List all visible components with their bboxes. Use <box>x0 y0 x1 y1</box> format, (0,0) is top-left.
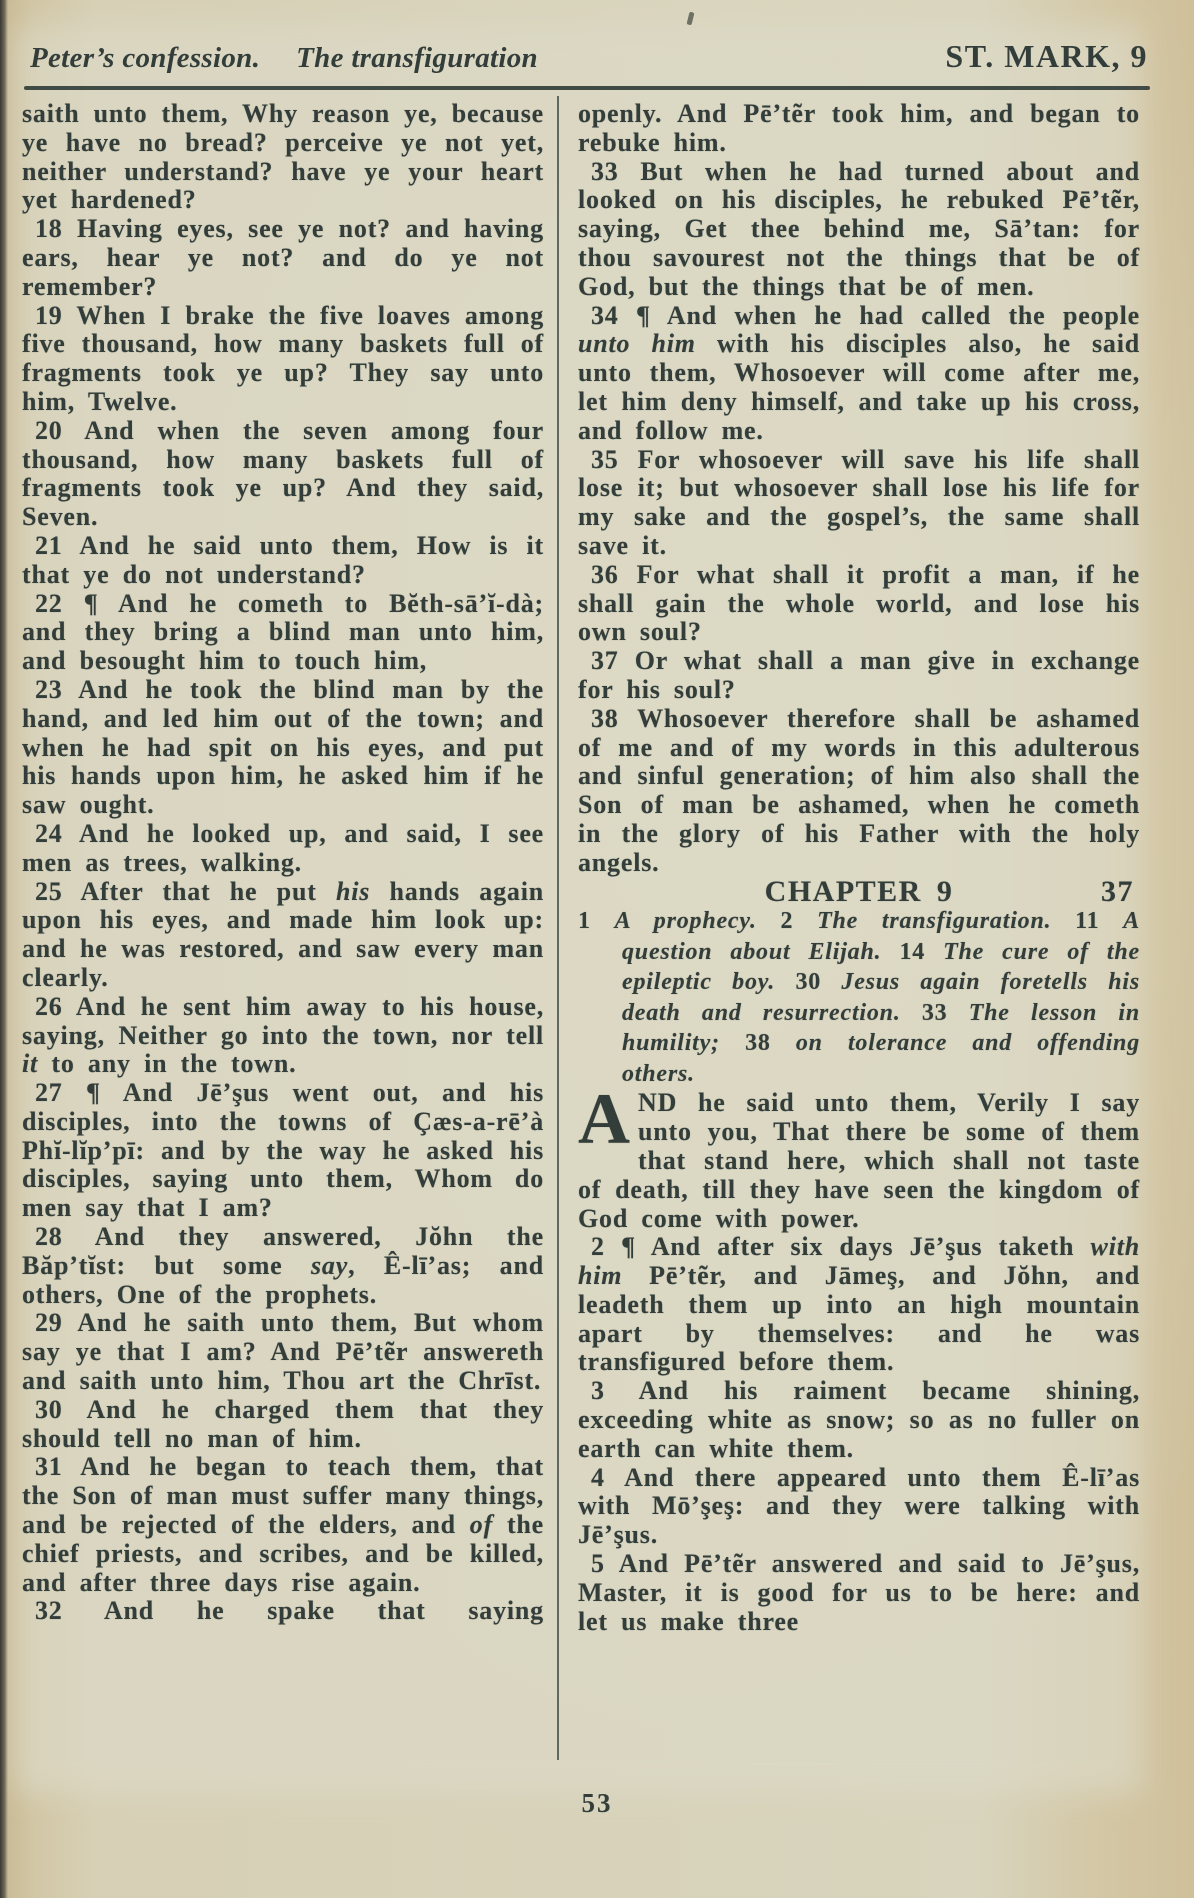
body-text: 21 And he said unto them, How is it that ye do not understand? <box>22 530 544 589</box>
verse-paragraph <box>22 993 544 1079</box>
italic-text: of <box>469 1510 494 1540</box>
chapter-title: CHAPTER 9 <box>764 874 954 908</box>
body-text: 31 And he began to teach them, that the Son of man must suffer many things, and be rejected of the elders, and <box>22 1452 544 1540</box>
italic-text: his <box>335 876 371 906</box>
body-text: ND he said unto them, Verily I say unto you, That there be some of them that stand here, which shall not taste of death, till they have seen the kingdom of God come with power. <box>578 1088 1140 1233</box>
running-head <box>30 38 1148 75</box>
body-text: Pē’tẽr, and Jāmeş, and Jŏhn, and leadeth them up into an high mountain apart by themselves: and he was transfigured before them. <box>578 1261 1140 1377</box>
verse-paragraph <box>578 1550 1140 1636</box>
verse-paragraph <box>578 647 1140 705</box>
body-text: 38 <box>745 1030 796 1057</box>
running-head-caption-mid: The transfiguration <box>296 42 538 74</box>
verse-paragraph <box>22 878 544 993</box>
body-text: 14 <box>899 938 944 965</box>
body-text: 3 And his raiment became shining, exceeding white as snow; so as no fuller on earth can white them. <box>578 1376 1140 1463</box>
verse-paragraph <box>578 705 1140 878</box>
verse-paragraph <box>22 1079 544 1223</box>
chapter-summary <box>578 906 1140 1089</box>
column-left <box>22 100 544 1636</box>
body-text: 37 Or what shall a man give in exchange for his soul? <box>578 646 1140 704</box>
body-text: 28 And they answered, Jŏhn the Băp’tĭst: but some <box>22 1222 544 1280</box>
verse-paragraph <box>22 590 544 676</box>
body-text: 30 <box>795 969 842 996</box>
verse-paragraph <box>578 1464 1140 1550</box>
body-text: hands again upon his eyes, and made him look up: and he was restored, and saw every man clearly. <box>22 876 544 992</box>
verse-paragraph <box>578 1377 1140 1463</box>
body-text: 19 When I brake the five loaves among five thousand, how many baskets full of fragments took ye up? They say unto him, Twelve. <box>22 300 544 416</box>
dropcap-paragraph <box>578 1079 1140 1233</box>
body-text: 29 And he saith unto them, But whom say ye that I am? And Pē’tẽr answereth and saith unto him, Thou art the Chrīst. <box>22 1308 544 1396</box>
chapter-ref-number: 37 <box>1101 874 1134 908</box>
verse-paragraph <box>22 820 544 878</box>
body-text: 2 <box>780 908 818 935</box>
body-text: 24 And he looked up, and said, I see men as trees, walking. <box>22 818 544 877</box>
italic-text: on tolerance and offending others. <box>622 1030 1141 1087</box>
page-number: 53 <box>581 1788 613 1818</box>
body-text: 30 And he charged them that they should tell no man of him. <box>22 1394 544 1453</box>
italic-text: The cure of the epileptic boy. <box>622 938 1141 996</box>
verse-paragraph <box>22 1396 544 1454</box>
italic-text: A question about Elijah. <box>622 908 1141 965</box>
body-text: 34 ¶ And when he had called the people <box>591 300 1140 330</box>
verse-paragraph <box>22 215 544 301</box>
body-text: 32 And he spake that saying <box>35 1596 544 1626</box>
body-text: to any in the town. <box>38 1049 297 1079</box>
continuation-paragraph <box>22 100 544 215</box>
body-text: 33 But when he had turned about and looked on his disciples, he rebuked Pē’tẽr, saying, Get thee behind me, Sā’tan: for thou savourest not the things that be of God, but the things that be of men. <box>578 156 1140 301</box>
body-text: 2 ¶ And after six days Jē’şus taketh <box>591 1232 1091 1262</box>
body-text: 27 ¶ And Jē’şus went out, and his disciples, into the towns of Çæs-a-rē’à Phĭ-lĭp’pī: and by the way he asked his disciples, saying unto them, Whom do men say that I am? <box>22 1078 544 1223</box>
text-columns <box>22 100 1140 1636</box>
italic-text: A prophecy. <box>614 908 781 935</box>
drop-cap: A <box>578 1079 630 1160</box>
verse-paragraph <box>22 1597 544 1626</box>
verse-paragraph <box>22 1223 544 1309</box>
body-text: openly. And Pē’tẽr took him, and began to rebuke him. <box>578 99 1140 157</box>
body-text: the chief priests, and scribes, and be killed, and after three days rise again. <box>22 1510 545 1597</box>
column-right <box>578 100 1140 1636</box>
verse-paragraph <box>578 446 1140 561</box>
body-text: 33 <box>921 999 969 1026</box>
body-text: 11 <box>1075 908 1124 935</box>
body-text: 20 And when the seven among four thousand, how many baskets full of fragments took ye up? And they said, Seven. <box>22 415 544 532</box>
italic-text: Jesus again foretells his death and resurrection. <box>622 969 1141 1026</box>
italic-text: unto him <box>578 329 696 359</box>
verse-paragraph <box>578 1233 1140 1377</box>
body-text: 26 And he sent him away to his house, saying, Neither go into the town, nor tell <box>22 991 544 1050</box>
verse-paragraph <box>22 417 544 532</box>
verse-paragraph <box>22 676 544 820</box>
italic-text: say <box>311 1250 349 1280</box>
body-text: saith unto them, Why reason ye, because ye have no bread? perceive ye not yet, neither understand? have ye your heart yet hardened? <box>22 99 544 215</box>
body-text: 36 For what shall it profit a man, if he shall gain the whole world, and lose his own soul? <box>578 559 1140 647</box>
verse-paragraph <box>22 1309 544 1395</box>
body-text: 38 Whosoever therefore shall be ashamed of me and of my words in this adulterous and sinful generation; of him also shall the Son of man be ashamed, when he cometh in the glory of his Father with the holy angels. <box>578 703 1140 877</box>
verse-paragraph <box>22 532 544 590</box>
verse-paragraph <box>22 302 544 417</box>
running-head-book-chapter: ST. MARK, 9 <box>945 38 1148 74</box>
body-text: 23 And he took the blind man by the hand, and led him out of the town; and when he had spit on his eyes, and put his hands upon him, he asked him if he saw ought. <box>22 674 544 820</box>
verse-paragraph <box>578 158 1140 302</box>
verse-paragraph <box>22 1453 544 1597</box>
body-text: 18 Having eyes, see ye not? and having ears, hear ye not? and do ye not remember? <box>22 214 544 301</box>
binding-shadow <box>0 0 8 1898</box>
running-head-caption-left: Peter’s confession. <box>30 42 261 74</box>
body-text: , Ê-lī’as; and others, One of the prophets. <box>22 1250 544 1309</box>
italic-text: it <box>22 1049 39 1079</box>
chapter-heading <box>578 874 1140 908</box>
body-text: 5 And Pē’tẽr answered and said to Jē’şus, Master, it is good for us to be here: and let us make three <box>578 1549 1140 1636</box>
header-rule <box>24 86 1150 90</box>
body-text: 35 For whosoever will save his life shall lose it; but whosoever shall lose his life for my sake and the gospel’s, the same shall save it. <box>578 444 1140 560</box>
body-text: with his disciples also, he said unto them, Whosoever will come after me, let him deny himself, and take up his cross, and follow me. <box>578 329 1141 445</box>
body-text: 22 ¶ And he cometh to Bĕth-sā’ĭ-dà; and they bring a blind man unto him, and besought him to touch him, <box>22 588 544 676</box>
verse-paragraph <box>578 302 1140 446</box>
italic-text: The lesson in humility; <box>622 999 1140 1057</box>
continuation-paragraph <box>578 100 1140 158</box>
italic-text: The transfiguration. <box>817 908 1076 935</box>
ink-speck <box>687 12 695 26</box>
body-text: 4 And there appeared unto them Ê-lī’as with Mō’şeş: and they were talking with Jē’şus. <box>578 1462 1140 1550</box>
italic-text: with him <box>578 1232 1140 1291</box>
verse-paragraph <box>578 561 1140 647</box>
body-text: 1 <box>578 908 615 935</box>
body-text: 25 After that he put <box>35 876 336 906</box>
